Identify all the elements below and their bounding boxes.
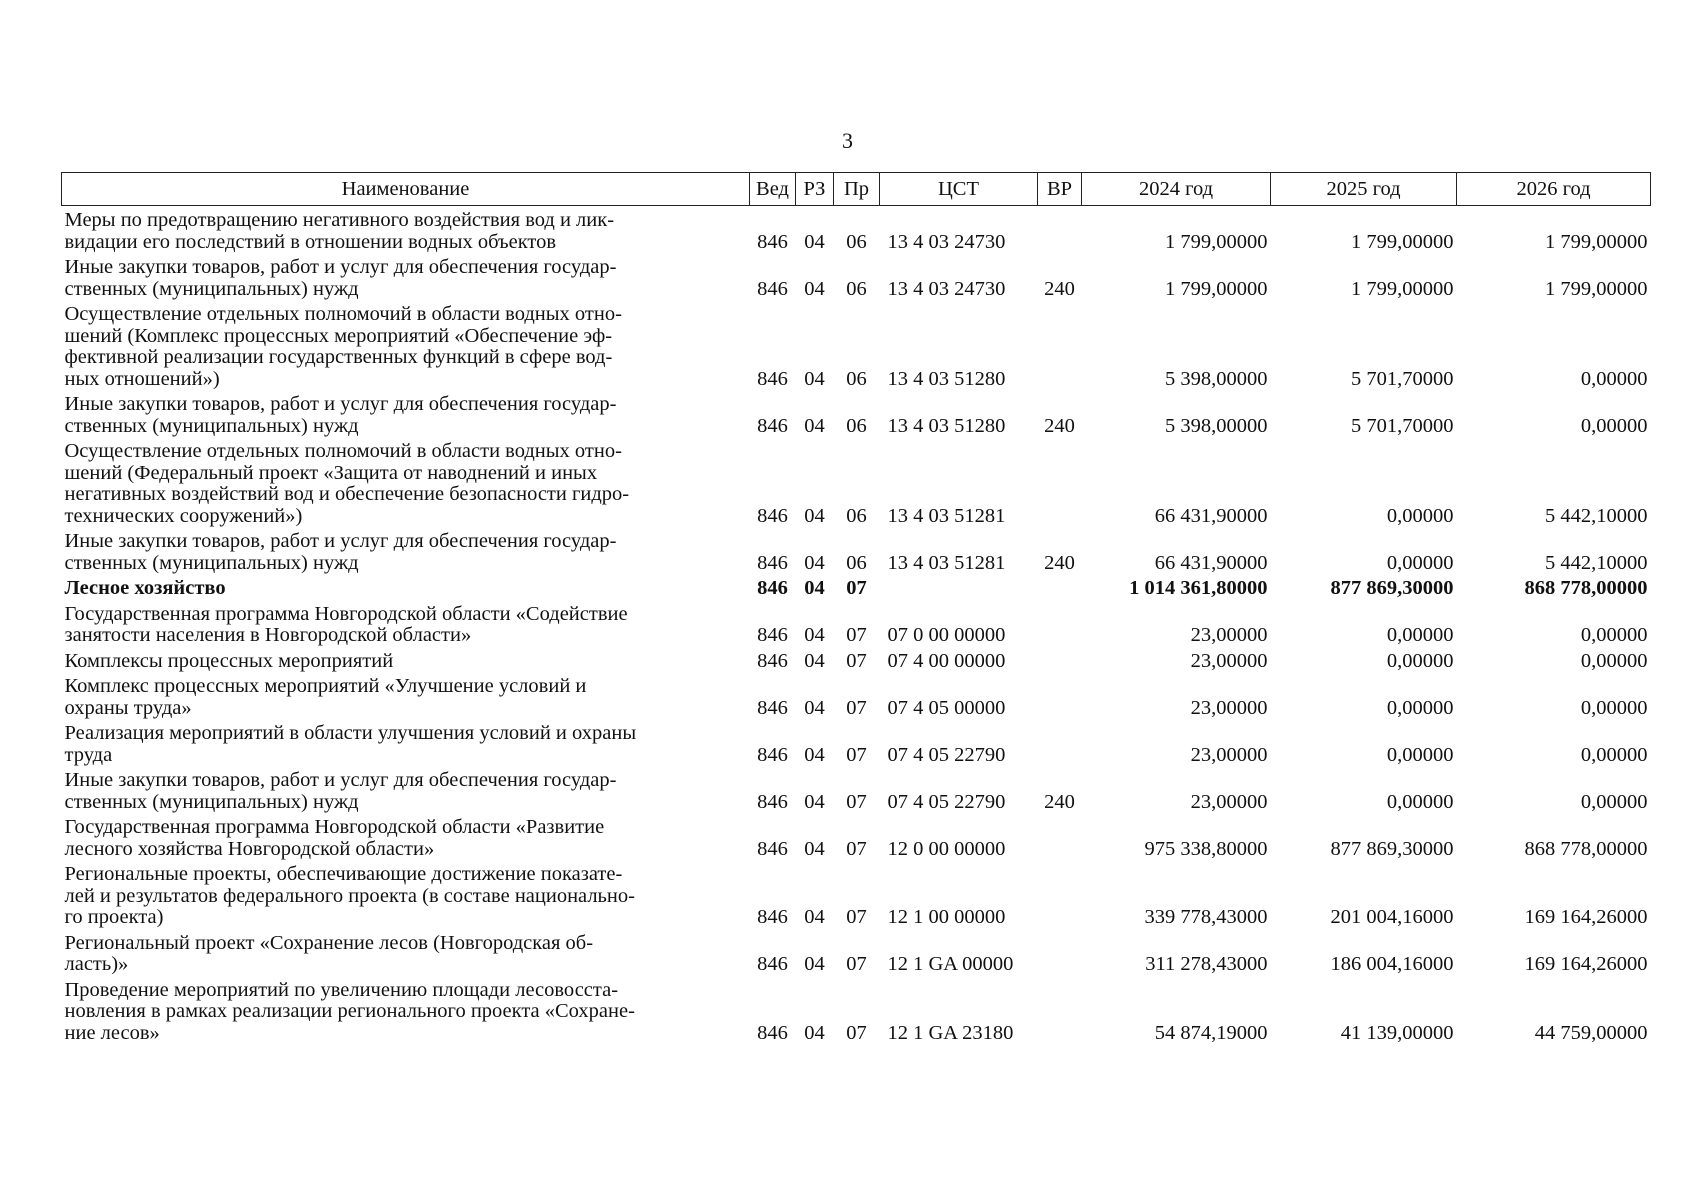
header-row [62,173,1651,206]
cell-cst: 12 1 GA 00000 [887,953,1014,975]
cell-2026: 868 778,00000 [1524,577,1648,599]
cell-vr: 240 [1044,551,1075,574]
cell-pr: 06 [846,230,867,253]
table-row [62,860,1651,929]
name-line: Лесное хозяйство [64,577,226,599]
cell-vr [1038,600,1082,647]
header-pr: Пр [834,173,880,206]
cell-name [62,390,750,437]
cell-vr [1038,976,1082,1045]
cell-ved: 846 [757,277,788,300]
cell-pr: 07 [846,743,867,766]
name-line: видации его последствий в отношении водных объектов [64,230,557,253]
cell-name [62,672,750,719]
table-header [62,173,1651,206]
cell-rz: 04 [804,504,825,527]
cell-vr [1038,437,1082,527]
cell-cst: 07 4 05 22790 [887,743,1006,766]
cell-pr: 06 [846,277,867,300]
name-line: лей и результатов федерального проекта (в составе национально- [64,884,635,907]
cell-name [62,574,750,600]
table-row [62,300,1651,390]
cell-2025: 0,00000 [1386,743,1454,766]
cell-name [62,600,750,647]
cell-2024: 5 398,00000 [1165,414,1268,437]
name-line: шений (Комплекс процессных мероприятий «Обеспечение эф- [64,324,613,347]
name-line: ласть)» [64,953,129,975]
cell-2024: 66 431,90000 [1154,551,1268,574]
cell-2025: 0,00000 [1386,649,1454,672]
cell-2025: 1 799,00000 [1351,230,1454,253]
cell-2026: 868 778,00000 [1524,837,1648,860]
cell-2026: 5 442,10000 [1545,551,1648,574]
table-row [62,253,1651,300]
cell-ved: 846 [757,906,788,928]
name-line: Реализация мероприятий в области улучшения условий и охраны [64,722,637,744]
header-rz: РЗ [796,173,834,206]
cell-rz: 04 [804,367,825,390]
cell-2024: 1 799,00000 [1165,277,1268,300]
cell-2026: 0,00000 [1580,414,1648,437]
cell-rz: 04 [804,577,825,599]
header-vr: ВР [1038,173,1082,206]
cell-2024: 23,00000 [1190,624,1268,646]
cell-ved: 846 [757,649,788,672]
cell-2026: 0,00000 [1580,696,1648,719]
cell-name [62,719,750,766]
header-ved: Вед [750,173,796,206]
name-line: Иные закупки товаров, работ и услуг для обеспечения государ- [64,530,617,552]
cell-2024: 23,00000 [1190,743,1268,766]
cell-cst: 07 4 05 00000 [887,696,1006,719]
cell-ved: 846 [757,837,788,860]
cell-name [62,300,750,390]
cell-name [62,860,750,929]
table-row [62,574,1651,600]
cell-cst: 07 4 05 22790 [887,790,1006,813]
cell-vr [1038,574,1082,600]
cell-2026: 0,00000 [1580,649,1648,672]
cell-2024: 1 014 361,80000 [1129,577,1268,599]
cell-name [62,647,750,673]
cell-2025: 877 869,30000 [1330,837,1454,860]
cell-2025: 0,00000 [1386,504,1454,527]
cell-ved: 846 [757,577,788,599]
name-line: ных отношений») [64,367,220,390]
cell-2024: 5 398,00000 [1165,367,1268,390]
cell-2024: 975 338,80000 [1144,837,1268,860]
cell-vr: 240 [1044,790,1075,813]
cell-vr [1038,719,1082,766]
cell-cst: 07 4 00 00000 [887,649,1006,672]
cell-2026: 0,00000 [1580,367,1648,390]
cell-name [62,813,750,860]
cell-vr: 240 [1044,414,1075,437]
cell-vr: 240 [1044,277,1075,300]
cell-cst: 12 1 00 00000 [887,906,1006,928]
name-line: Региональный проект «Сохранение лесов (Новгородская об- [64,931,594,954]
cell-cst: 12 1 GA 23180 [887,1021,1014,1044]
cell-vr [1038,860,1082,929]
cell-rz: 04 [804,1021,825,1044]
cell-ved: 846 [757,790,788,813]
table-row [62,672,1651,719]
cell-2025: 5 701,70000 [1351,414,1454,437]
header-2026: 2026 год [1457,173,1651,206]
name-line: Осуществление отдельных полномочий в области водных отно- [64,440,622,462]
cell-vr [1038,300,1082,390]
table-body [62,206,1651,1045]
table-row [62,647,1651,673]
cell-pr: 07 [846,649,867,672]
name-line: Меры по предотвращению негативного воздействия вод и лик- [64,209,615,231]
cell-vr [1038,206,1082,254]
cell-cst: 13 4 03 51281 [887,504,1006,527]
cell-2025: 0,00000 [1386,551,1454,574]
cell-rz: 04 [804,649,825,672]
cell-cst: 12 0 00 00000 [887,837,1006,860]
cell-pr: 07 [846,906,867,928]
cell-rz: 04 [804,277,825,300]
name-line: ственных (муниципальных) нужд [64,790,359,813]
name-line: Иные закупки товаров, работ и услуг для обеспечения государ- [64,393,617,415]
name-line: го проекта) [64,906,164,928]
cell-ved: 846 [757,551,788,574]
cell-pr: 06 [846,367,867,390]
cell-pr: 07 [846,837,867,860]
cell-name [62,206,750,254]
name-line: Комплекс процессных мероприятий «Улучшение условий и [64,675,587,697]
cell-2025: 41 139,00000 [1340,1021,1454,1044]
cell-rz: 04 [804,551,825,574]
cell-2026: 169 164,26000 [1524,953,1648,975]
cell-rz: 04 [804,953,825,975]
cell-2026: 1 799,00000 [1545,277,1648,300]
budget-table [61,172,1651,1044]
name-line: лесного хозяйства Новгородской области» [64,837,435,860]
name-line: Проведение мероприятий по увеличению площади лесовосста- [64,978,619,1001]
name-line: охраны труда» [64,696,192,719]
cell-2026: 0,00000 [1580,624,1648,646]
cell-pr: 07 [846,577,867,599]
cell-2025: 201 004,16000 [1330,906,1454,928]
cell-name [62,527,750,574]
cell-ved: 846 [757,504,788,527]
cell-2024: 23,00000 [1190,696,1268,719]
cell-2026: 0,00000 [1580,743,1648,766]
cell-2024: 66 431,90000 [1154,504,1268,527]
cell-cst [880,574,1038,600]
name-line: ние лесов» [64,1021,160,1044]
table-row [62,206,1651,254]
cell-ved: 846 [757,953,788,975]
page-number: 3 [842,128,853,153]
name-line: Комплексы процессных мероприятий [64,649,394,672]
name-line: ственных (муниципальных) нужд [64,277,359,300]
cell-name [62,766,750,813]
cell-2026: 169 164,26000 [1524,906,1648,928]
name-line: негативных воздействий вод и обеспечение безопасности гидро- [64,483,630,505]
cell-2024: 54 874,19000 [1154,1021,1268,1044]
cell-cst: 13 4 03 24730 [887,277,1006,300]
cell-rz: 04 [804,414,825,437]
cell-pr: 07 [846,953,867,975]
name-line: занятости населения в Новгородской области» [64,624,472,646]
cell-vr [1038,672,1082,719]
cell-rz: 04 [804,790,825,813]
cell-2024: 23,00000 [1190,649,1268,672]
cell-pr: 06 [846,504,867,527]
cell-vr [1038,929,1082,976]
cell-ved: 846 [757,414,788,437]
cell-cst: 13 4 03 51280 [887,367,1006,390]
cell-2025: 0,00000 [1386,624,1454,646]
cell-rz: 04 [804,696,825,719]
cell-pr: 07 [846,624,867,646]
table-row [62,813,1651,860]
name-line: труда [64,743,113,766]
cell-name [62,976,750,1045]
cell-2026: 1 799,00000 [1545,230,1648,253]
name-line: новления в рамках реализации регионального проекта «Сохране- [64,1000,635,1022]
cell-2024: 311 278,43000 [1145,953,1268,975]
cell-2026: 44 759,00000 [1534,1021,1648,1044]
table-row [62,437,1651,527]
cell-2025: 1 799,00000 [1351,277,1454,300]
cell-ved: 846 [757,367,788,390]
cell-2025: 186 004,16000 [1330,953,1454,975]
table-row [62,719,1651,766]
cell-rz: 04 [804,743,825,766]
cell-name [62,437,750,527]
cell-cst: 07 0 00 00000 [887,624,1006,646]
cell-cst: 13 4 03 51281 [887,551,1006,574]
cell-vr [1038,647,1082,673]
cell-rz: 04 [804,837,825,860]
header-cst: ЦСТ [880,173,1038,206]
cell-2025: 0,00000 [1386,696,1454,719]
name-line: Иные закупки товаров, работ и услуг для обеспечения государ- [64,769,617,791]
cell-cst: 13 4 03 24730 [887,230,1006,253]
cell-pr: 07 [846,1021,867,1044]
cell-ved: 846 [757,696,788,719]
name-line: Государственная программа Новгородской области «Развитие [64,816,605,838]
table-row [62,766,1651,813]
cell-name [62,929,750,976]
cell-2025: 877 869,30000 [1330,577,1454,599]
name-line: Региональные проекты, обеспечивающие достижение показате- [64,863,623,885]
name-line: фективной реализации государственных функций в сфере вод- [64,346,613,368]
name-line: шений (Федеральный проект «Защита от наводнений и иных [64,461,598,484]
cell-cst: 13 4 03 51280 [887,414,1006,437]
header-2024: 2024 год [1082,173,1271,206]
header-name: Наименование [62,173,750,206]
name-line: Государственная программа Новгородской области «Содействие [64,602,628,625]
cell-2025: 5 701,70000 [1351,367,1454,390]
cell-vr [1038,813,1082,860]
cell-pr: 07 [846,696,867,719]
name-line: Иные закупки товаров, работ и услуг для обеспечения государ- [64,256,617,278]
table-row [62,929,1651,976]
cell-2024: 339 778,43000 [1144,906,1268,928]
cell-pr: 06 [846,551,867,574]
cell-2026: 5 442,10000 [1545,504,1648,527]
cell-ved: 846 [757,230,788,253]
name-line: технических сооружений») [64,504,303,527]
cell-rz: 04 [804,230,825,253]
cell-rz: 04 [804,624,825,646]
cell-ved: 846 [757,624,788,646]
cell-name [62,253,750,300]
cell-pr: 07 [846,790,867,813]
cell-2024: 1 799,00000 [1165,230,1268,253]
name-line: ственных (муниципальных) нужд [64,551,359,574]
header-2025: 2025 год [1271,173,1457,206]
table-row [62,600,1651,647]
cell-2024: 23,00000 [1190,790,1268,813]
cell-rz: 04 [804,906,825,928]
cell-pr: 06 [846,414,867,437]
table-row [62,976,1651,1045]
cell-ved: 846 [757,1021,788,1044]
cell-2025: 0,00000 [1386,790,1454,813]
name-line: ственных (муниципальных) нужд [64,414,359,437]
name-line: Осуществление отдельных полномочий в области водных отно- [64,303,622,325]
table-row [62,527,1651,574]
cell-2026: 0,00000 [1580,790,1648,813]
table-row [62,390,1651,437]
cell-ved: 846 [757,743,788,766]
